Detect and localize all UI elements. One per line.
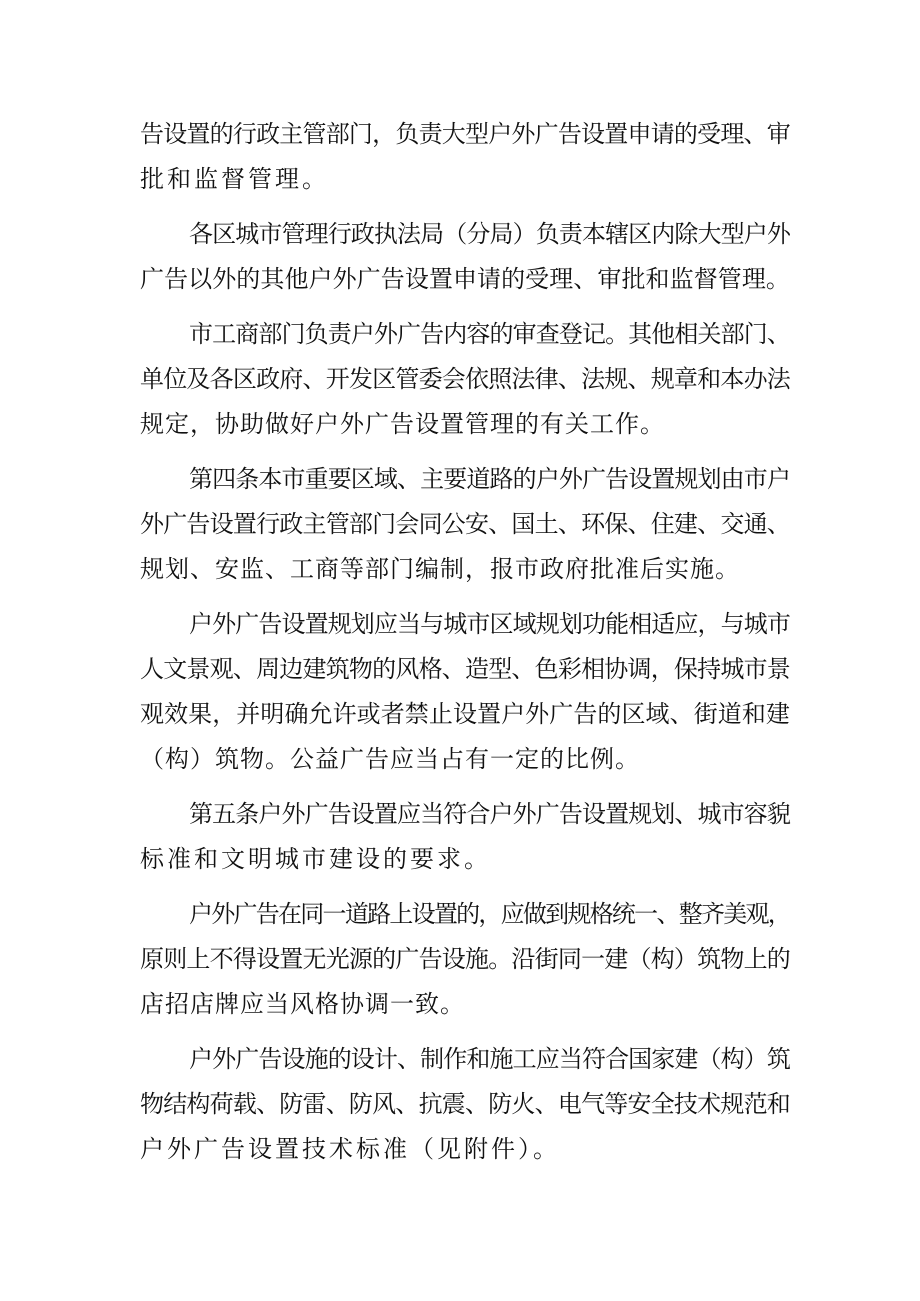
line-text: 物结构荷载、防雷、防风、抗震、防火、电气等安全技术规范和 xyxy=(140,1090,790,1118)
line-text: 市工商部门负责户外广告内容的审查登记。其他相关部门、 xyxy=(189,320,790,348)
text-line xyxy=(0,314,920,354)
text-line xyxy=(0,549,920,589)
text-line xyxy=(0,1129,920,1169)
line-text: 第四条本市重要区域、主要道路的户外广告设置规划由市户 xyxy=(189,465,790,493)
text-line xyxy=(0,504,920,544)
line-text: 户外广告设置规划应当与城市区域规划功能相适应，与城市 xyxy=(189,610,790,638)
line-text: 单位及各区政府、开发区管委会依照法律、法规、规章和本办法 xyxy=(140,365,790,393)
text-line xyxy=(0,404,920,444)
line-text: 各区城市管理行政执法局（分局）负责本辖区内除大型户外 xyxy=(189,220,790,248)
line-text: 户外广告在同一道路上设置的，应做到规格统一、整齐美观， xyxy=(189,900,790,928)
text-line xyxy=(0,214,920,254)
line-text: 店招店牌应当风格协调一致。 xyxy=(140,990,465,1018)
text-line xyxy=(0,159,920,199)
line-text: 第五条户外广告设置应当符合户外广告设置规划、城市容貌 xyxy=(189,800,790,828)
text-line xyxy=(0,604,920,644)
text-line xyxy=(0,1039,920,1079)
line-text: 标准和文明城市建设的要求。 xyxy=(140,845,491,873)
text-line xyxy=(0,839,920,879)
text-line xyxy=(0,694,920,734)
line-text: 观效果，并明确允许或者禁止设置户外广告的区域、街道和建 xyxy=(140,700,790,728)
line-text: 原则上不得设置无光源的广告设施。沿街同一建（构）筑物上的 xyxy=(140,945,790,973)
text-line xyxy=(0,259,920,299)
text-line xyxy=(0,114,920,154)
text-line xyxy=(0,359,920,399)
text-line xyxy=(0,894,920,934)
text-line xyxy=(0,794,920,834)
line-text: 告设置的行政主管部门，负责大型户外广告设置申请的受理、审 xyxy=(140,120,790,148)
line-text: 批和监督管理。 xyxy=(140,165,329,193)
line-text: 规划、安监、工商等部门编制，报市政府批准后实施。 xyxy=(140,555,740,583)
text-line xyxy=(0,939,920,979)
line-text: 外广告设置行政主管部门会同公安、国土、环保、住建、交通、 xyxy=(140,510,790,538)
text-line xyxy=(0,739,920,779)
text-line xyxy=(0,649,920,689)
line-text: 户外广告设置技术标准（见附件）。 xyxy=(140,1135,560,1163)
line-text: （构）筑物。公益广告应当占有一定的比例。 xyxy=(140,745,640,773)
text-line xyxy=(0,984,920,1024)
line-text: 户外广告设施的设计、制作和施工应当符合国家建（构）筑 xyxy=(189,1045,790,1073)
text-line xyxy=(0,1084,920,1124)
line-text: 人文景观、周边建筑物的风格、造型、色彩相协调，保持城市景 xyxy=(140,655,790,683)
line-text: 规定，协助做好户外广告设置管理的有关工作。 xyxy=(140,410,665,438)
text-line xyxy=(0,459,920,499)
line-text: 广告以外的其他户外广告设置申请的受理、审批和监督管理。 xyxy=(140,265,790,293)
